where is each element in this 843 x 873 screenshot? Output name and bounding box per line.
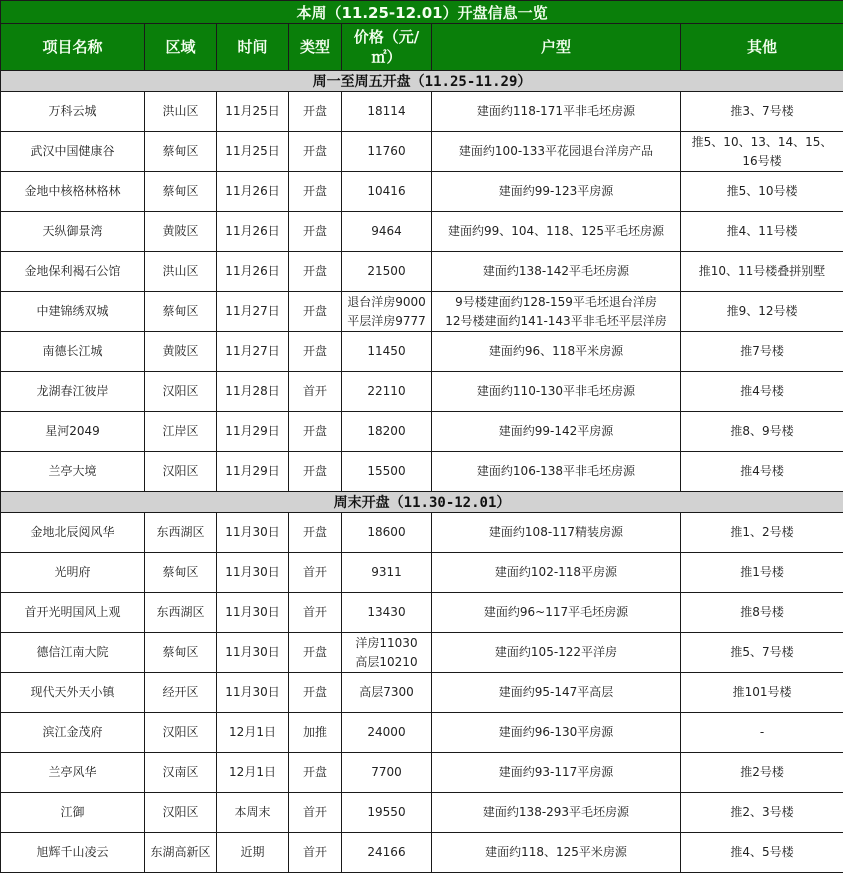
- cell-price-line: 10416: [344, 182, 429, 201]
- cell-other: [681, 673, 843, 713]
- cell-type: 开盘: [289, 673, 342, 713]
- cell-area: 洪山区: [145, 252, 217, 292]
- cell-price-line: 9311: [344, 563, 429, 582]
- cell-price: [342, 713, 432, 753]
- cell-type: 开盘: [289, 332, 342, 372]
- cell-layout: [432, 92, 681, 132]
- cell-project-name: 金地北辰阅风华: [1, 513, 145, 553]
- cell-project-name: 光明府: [1, 553, 145, 593]
- cell-price: [342, 553, 432, 593]
- cell-price-line: 19550: [344, 803, 429, 822]
- cell-other-line: 推7号楼: [683, 342, 841, 361]
- cell-other: [681, 412, 843, 452]
- cell-project-name: 首开光明国风上观: [1, 593, 145, 633]
- cell-price-line: 22110: [344, 382, 429, 401]
- table-row: [1, 593, 843, 633]
- table-row: [1, 793, 843, 833]
- cell-layout: [432, 292, 681, 332]
- cell-time: 11月26日: [217, 172, 289, 212]
- cell-other: [681, 132, 843, 172]
- header-price-line1: 价格（元/: [344, 27, 429, 47]
- header-layout: 户型: [432, 24, 681, 71]
- cell-time: 11月28日: [217, 372, 289, 412]
- cell-other-line: 推3、7号楼: [683, 102, 841, 121]
- cell-layout-line: 建面约118-171平非毛坯房源: [434, 102, 678, 121]
- cell-area: 蔡甸区: [145, 553, 217, 593]
- cell-layout: [432, 593, 681, 633]
- cell-project-name: 星河2049: [1, 412, 145, 452]
- cell-layout-line: 建面约138-142平毛坯房源: [434, 262, 678, 281]
- cell-price: [342, 753, 432, 793]
- table-row: [1, 212, 843, 252]
- cell-type: 开盘: [289, 753, 342, 793]
- cell-price-line: 平层洋房9777: [344, 312, 429, 331]
- cell-other: [681, 593, 843, 633]
- cell-area: 汉阳区: [145, 713, 217, 753]
- cell-other: [681, 372, 843, 412]
- cell-other-line: 推101号楼: [683, 683, 841, 702]
- cell-layout: [432, 713, 681, 753]
- cell-time: 11月29日: [217, 452, 289, 492]
- cell-type: 开盘: [289, 252, 342, 292]
- cell-project-name: 兰亭风华: [1, 753, 145, 793]
- cell-area: 黄陂区: [145, 332, 217, 372]
- cell-layout-line: 建面约96-130平房源: [434, 723, 678, 742]
- cell-layout: [432, 633, 681, 673]
- cell-layout: [432, 833, 681, 873]
- table-row: [1, 332, 843, 372]
- cell-price: [342, 172, 432, 212]
- cell-other-line: 推10、11号楼叠拼别墅: [683, 262, 841, 281]
- cell-other-line: 推5、10、13、14、15、: [683, 133, 841, 152]
- cell-layout: [432, 172, 681, 212]
- table-row: [1, 292, 843, 332]
- cell-price: [342, 452, 432, 492]
- cell-type: 开盘: [289, 212, 342, 252]
- cell-price-line: 11450: [344, 342, 429, 361]
- cell-time: 11月30日: [217, 553, 289, 593]
- cell-other: [681, 452, 843, 492]
- cell-project-name: 金地中核格林格林: [1, 172, 145, 212]
- cell-type: 开盘: [289, 513, 342, 553]
- title-row: [1, 1, 843, 24]
- cell-price-line: 11760: [344, 142, 429, 161]
- cell-area: 江岸区: [145, 412, 217, 452]
- cell-layout: [432, 513, 681, 553]
- cell-other-line: 推5、10号楼: [683, 182, 841, 201]
- cell-type: 加推: [289, 713, 342, 753]
- cell-layout: [432, 753, 681, 793]
- cell-other-line: 推4、5号楼: [683, 843, 841, 862]
- cell-price-line: 13430: [344, 603, 429, 622]
- table-row: [1, 513, 843, 553]
- cell-other: [681, 553, 843, 593]
- cell-area: 汉阳区: [145, 452, 217, 492]
- cell-other: [681, 332, 843, 372]
- cell-time: 12月1日: [217, 713, 289, 753]
- cell-project-name: 中建锦绣双城: [1, 292, 145, 332]
- cell-price-line: 21500: [344, 262, 429, 281]
- cell-type: 首开: [289, 833, 342, 873]
- cell-layout-line: 建面约99、104、118、125平毛坯房源: [434, 222, 678, 241]
- cell-price-line: 退台洋房9000: [344, 293, 429, 312]
- table-row: [1, 633, 843, 673]
- cell-other: [681, 292, 843, 332]
- cell-layout: [432, 252, 681, 292]
- cell-price-line: 9464: [344, 222, 429, 241]
- cell-type: 开盘: [289, 92, 342, 132]
- cell-project-name: 旭辉千山凌云: [1, 833, 145, 873]
- table-row: [1, 92, 843, 132]
- cell-time: 11月25日: [217, 132, 289, 172]
- cell-time: 11月26日: [217, 252, 289, 292]
- cell-other: [681, 172, 843, 212]
- section-row: [1, 492, 843, 513]
- cell-layout: [432, 673, 681, 713]
- cell-layout-line: 建面约99-142平房源: [434, 422, 678, 441]
- cell-price-line: 24166: [344, 843, 429, 862]
- cell-price: [342, 593, 432, 633]
- cell-layout-line: 建面约99-123平房源: [434, 182, 678, 201]
- cell-price-line: 18114: [344, 102, 429, 121]
- cell-price: [342, 412, 432, 452]
- cell-area: 汉南区: [145, 753, 217, 793]
- cell-project-name: 南德长江城: [1, 332, 145, 372]
- table-title: 本周（11.25-12.01）开盘信息一览: [1, 1, 843, 24]
- cell-other: [681, 633, 843, 673]
- cell-price: [342, 92, 432, 132]
- cell-price-line: 24000: [344, 723, 429, 742]
- table-row: [1, 412, 843, 452]
- header-other: 其他: [681, 24, 843, 71]
- cell-time: 11月26日: [217, 212, 289, 252]
- header-name: 项目名称: [1, 24, 145, 71]
- cell-price: [342, 332, 432, 372]
- cell-layout-line: 建面约118、125平米房源: [434, 843, 678, 862]
- cell-price: [342, 212, 432, 252]
- cell-area: 东西湖区: [145, 593, 217, 633]
- cell-area: 蔡甸区: [145, 633, 217, 673]
- cell-project-name: 龙湖春江彼岸: [1, 372, 145, 412]
- cell-layout-line: 建面约102-118平房源: [434, 563, 678, 582]
- header-row: [1, 24, 843, 71]
- cell-other-line: 推2号楼: [683, 763, 841, 782]
- cell-area: 东西湖区: [145, 513, 217, 553]
- cell-area: 汉阳区: [145, 793, 217, 833]
- cell-project-name: 万科云城: [1, 92, 145, 132]
- cell-price: [342, 633, 432, 673]
- cell-other: [681, 793, 843, 833]
- cell-other: [681, 252, 843, 292]
- cell-time: 11月30日: [217, 513, 289, 553]
- cell-type: 开盘: [289, 292, 342, 332]
- cell-project-name: 兰亭大境: [1, 452, 145, 492]
- header-type: 类型: [289, 24, 342, 71]
- cell-project-name: 武汉中国健康谷: [1, 132, 145, 172]
- cell-other: [681, 833, 843, 873]
- cell-area: 洪山区: [145, 92, 217, 132]
- cell-other-line: 推1、2号楼: [683, 523, 841, 542]
- cell-layout-line: 建面约96~117平毛坯房源: [434, 603, 678, 622]
- cell-layout-line: 9号楼建面约128-159平毛坯退台洋房: [434, 293, 678, 312]
- cell-project-name: 现代天外天小镇: [1, 673, 145, 713]
- cell-price: [342, 292, 432, 332]
- table-row: [1, 252, 843, 292]
- table-row: [1, 753, 843, 793]
- header-price-line2: ㎡）: [344, 47, 429, 67]
- cell-layout: [432, 332, 681, 372]
- cell-price: [342, 252, 432, 292]
- cell-other-line: 推8号楼: [683, 603, 841, 622]
- cell-type: 开盘: [289, 452, 342, 492]
- cell-project-name: 江御: [1, 793, 145, 833]
- cell-time: 本周末: [217, 793, 289, 833]
- cell-time: 11月27日: [217, 332, 289, 372]
- cell-time: 11月30日: [217, 673, 289, 713]
- cell-other: [681, 513, 843, 553]
- cell-other-line: 推4、11号楼: [683, 222, 841, 241]
- cell-price: [342, 793, 432, 833]
- section-row: [1, 71, 843, 92]
- cell-other-line: 推4号楼: [683, 382, 841, 401]
- cell-other: [681, 713, 843, 753]
- cell-area: 蔡甸区: [145, 132, 217, 172]
- table-row: [1, 553, 843, 593]
- cell-project-name: 德信江南大院: [1, 633, 145, 673]
- cell-time: 11月30日: [217, 633, 289, 673]
- cell-area: 东湖高新区: [145, 833, 217, 873]
- cell-layout-line: 12号楼建面约141-143平非毛坯平层洋房: [434, 312, 678, 331]
- cell-area: 蔡甸区: [145, 292, 217, 332]
- header-time: 时间: [217, 24, 289, 71]
- cell-layout: [432, 553, 681, 593]
- cell-time: 11月25日: [217, 92, 289, 132]
- cell-other-line: 推2、3号楼: [683, 803, 841, 822]
- cell-area: 汉阳区: [145, 372, 217, 412]
- section-label: 周末开盘（11.30-12.01）: [1, 492, 843, 513]
- cell-price-line: 18600: [344, 523, 429, 542]
- section-label: 周一至周五开盘（11.25-11.29）: [1, 71, 843, 92]
- cell-type: 首开: [289, 553, 342, 593]
- cell-other-line: 16号楼: [683, 152, 841, 171]
- table-row: [1, 172, 843, 212]
- cell-other: [681, 753, 843, 793]
- cell-price-line: 高层10210: [344, 653, 429, 672]
- cell-layout: [432, 372, 681, 412]
- cell-project-name: 滨江金茂府: [1, 713, 145, 753]
- table-body: [1, 71, 843, 873]
- cell-layout-line: 建面约95-147平高层: [434, 683, 678, 702]
- table-row: [1, 713, 843, 753]
- cell-other: [681, 212, 843, 252]
- cell-price-line: 7700: [344, 763, 429, 782]
- cell-price: [342, 673, 432, 713]
- cell-area: 蔡甸区: [145, 172, 217, 212]
- cell-time: 11月30日: [217, 593, 289, 633]
- table-row: [1, 833, 843, 873]
- cell-layout: [432, 793, 681, 833]
- table-row: [1, 132, 843, 172]
- cell-price-line: 高层7300: [344, 683, 429, 702]
- cell-other-line: 推1号楼: [683, 563, 841, 582]
- cell-layout-line: 建面约96、118平米房源: [434, 342, 678, 361]
- cell-price: [342, 132, 432, 172]
- cell-time: 11月29日: [217, 412, 289, 452]
- cell-area: 经开区: [145, 673, 217, 713]
- cell-layout: [432, 132, 681, 172]
- cell-type: 开盘: [289, 412, 342, 452]
- cell-other: [681, 92, 843, 132]
- cell-layout-line: 建面约105-122平洋房: [434, 643, 678, 662]
- cell-other-line: 推8、9号楼: [683, 422, 841, 441]
- table-row: [1, 452, 843, 492]
- cell-layout-line: 建面约93-117平房源: [434, 763, 678, 782]
- cell-type: 开盘: [289, 132, 342, 172]
- cell-time: 近期: [217, 833, 289, 873]
- cell-type: 首开: [289, 372, 342, 412]
- cell-other-line: 推9、12号楼: [683, 302, 841, 321]
- cell-price-line: 18200: [344, 422, 429, 441]
- cell-type: 开盘: [289, 172, 342, 212]
- header-area: 区域: [145, 24, 217, 71]
- cell-layout: [432, 212, 681, 252]
- cell-other-line: 推4号楼: [683, 462, 841, 481]
- cell-price-line: 洋房11030: [344, 634, 429, 653]
- table-row: [1, 673, 843, 713]
- cell-other-line: 推5、7号楼: [683, 643, 841, 662]
- cell-layout: [432, 412, 681, 452]
- cell-layout: [432, 452, 681, 492]
- cell-type: 首开: [289, 593, 342, 633]
- cell-time: 11月27日: [217, 292, 289, 332]
- cell-time: 12月1日: [217, 753, 289, 793]
- cell-type: 开盘: [289, 633, 342, 673]
- cell-project-name: 金地保利褐石公馆: [1, 252, 145, 292]
- header-price: [342, 24, 432, 71]
- cell-layout-line: 建面约110-130平非毛坯房源: [434, 382, 678, 401]
- cell-layout-line: 建面约108-117精装房源: [434, 523, 678, 542]
- cell-price: [342, 513, 432, 553]
- table-row: [1, 372, 843, 412]
- cell-layout-line: 建面约106-138平非毛坯房源: [434, 462, 678, 481]
- cell-layout-line: 建面约138-293平毛坯房源: [434, 803, 678, 822]
- cell-price: [342, 833, 432, 873]
- cell-type: 首开: [289, 793, 342, 833]
- cell-area: 黄陂区: [145, 212, 217, 252]
- cell-other-line: -: [683, 723, 841, 742]
- cell-price: [342, 372, 432, 412]
- cell-project-name: 天纵御景湾: [1, 212, 145, 252]
- cell-layout-line: 建面约100-133平花园退台洋房产品: [434, 142, 678, 161]
- cell-price-line: 15500: [344, 462, 429, 481]
